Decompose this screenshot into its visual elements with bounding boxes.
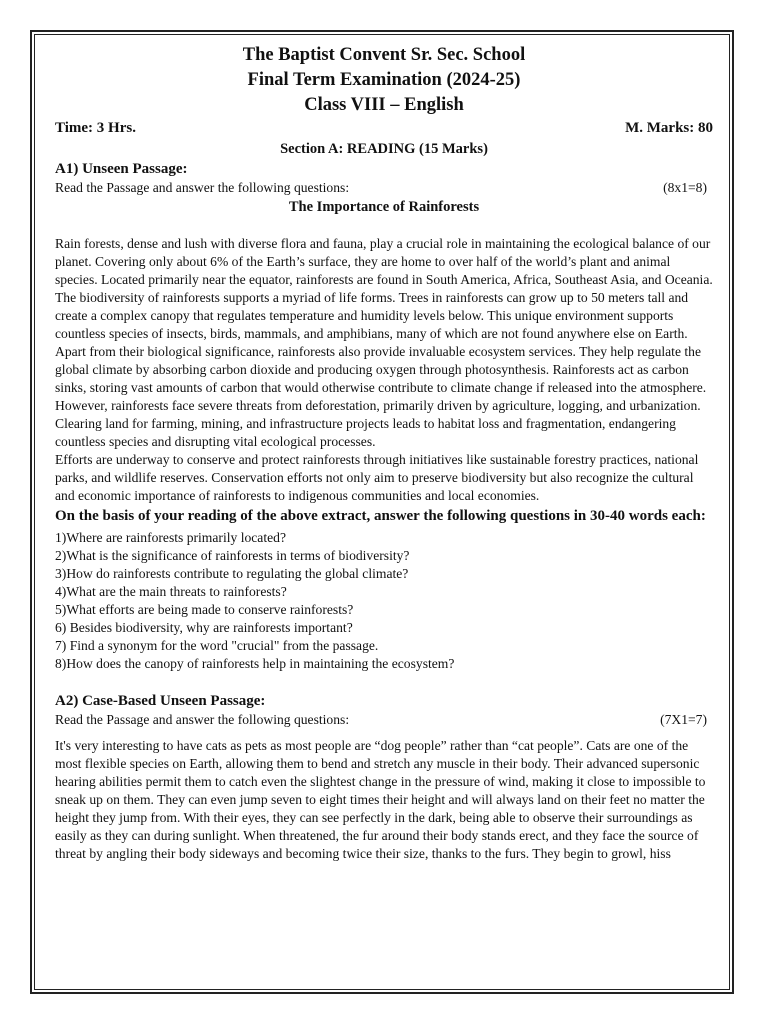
a1-instruction-row (55, 179, 713, 197)
question-item: 8)How does the canopy of rainforests help in maintaining the ecosystem? (55, 656, 455, 671)
passage-title: The Importance of Rainforests (288, 199, 480, 215)
a2-heading: A2) Case-Based Unseen Passage: (55, 693, 266, 709)
a2-passage: It's very interesting to have cats as pets as most people are “dog people” rather than “cat people”. Cats are one of the most flexible species on Earth, allowing them to bend and stretch any muscle in their body. Their advanced supersonic hearing abilities permit them to catch even the slightest change in the pressure of wind, making it close to impossible to sneak up on them. They can even jump seven to eight times their height and will always land on their feet no matter the height they jump from. With their eyes, they can see perfectly in the dark, being able to observe their surroundings as easily as they can during sunlight. When threatened, the fur around their body stands erect, and they face the source of threat by angling their body sideways and becoming twice their size, thanks to the furs. They begin to growl, hiss (55, 738, 706, 861)
school-name: The Baptist Convent Sr. Sec. School (242, 45, 526, 65)
a2-instruction-row (55, 711, 713, 729)
passage-paragraph: However, rainforests face severe threats from deforestation, primarily driven by agriculture, logging, and urbanization. Clearing land for farming, mining, and infrastructure projects leads to habitat loss and fragmentation, endangering countless species and disrupting vital ecological processes. (55, 398, 701, 449)
time-allowed: Time: 3 Hrs. (55, 120, 136, 136)
question-item: 6) Besides biodiversity, why are rainforests important? (55, 620, 353, 635)
passage-paragraph: The biodiversity of rainforests supports a myriad of life forms. Trees in rainforests can grow up to 50 meters tall and create a complex canopy that regulates temperature and humidity levels below. This unique environment supports countless species of insects, birds, mammals, and amphibians, many of which are not found anywhere else on Earth. (55, 290, 689, 341)
a1-instruction: Read the Passage and answer the following questions: (55, 180, 350, 195)
a1-marks: (8x1=8) (663, 180, 707, 195)
exam-title: Final Term Examination (2024-25) (247, 70, 521, 90)
exam-page (55, 43, 713, 863)
passage-paragraph: Rain forests, dense and lush with diverse flora and fauna, play a crucial role in maintaining the ecological balance of our planet. Covering only about 6% of the Earth’s surface, they are home to over half of the world’s plant and animal species. Located primarily near the equator, rainforests are found in South America, Africa, Southeast Asia, and Oceania. (55, 236, 713, 287)
a2-instruction: Read the Passage and answer the following questions: (55, 712, 350, 727)
question-item: 3)How do rainforests contribute to regulating the global climate? (55, 566, 409, 581)
a1-heading: A1) Unseen Passage: (55, 161, 188, 177)
a2-marks: (7X1=7) (660, 712, 707, 727)
question-item: 2)What is the significance of rainforests in terms of biodiversity? (55, 548, 410, 563)
questions-heading: On the basis of your reading of the above extract, answer the following questions in 30-40 words each: (55, 508, 706, 524)
question-item: 5)What efforts are being made to conserve rainforests? (55, 602, 354, 617)
a1-passage (55, 235, 713, 505)
section-a-title: Section A: READING (15 Marks) (280, 141, 488, 157)
question-item: 4)What are the main threats to rainforests? (55, 584, 287, 599)
question-item: 7) Find a synonym for the word "crucial" from the passage. (55, 638, 379, 653)
question-list (55, 529, 713, 673)
passage-paragraph: Apart from their biological significance, rainforests also provide invaluable ecosystem services. They help regulate the global climate by absorbing carbon dioxide and producing oxygen through photosynthesis. Rainforests act as carbon sinks, storing vast amounts of carbon that would otherwise contribute to climate change if released into the atmosphere. (55, 344, 707, 395)
question-item: 1)Where are rainforests primarily located? (55, 530, 286, 545)
max-marks: M. Marks: 80 (625, 120, 713, 136)
passage-paragraph: Efforts are underway to conserve and protect rainforests through initiatives like sustainable forestry practices, national parks, and wildlife reserves. Conservation efforts not only aim to preserve biodiversity but also recognize the cultural and economic importance of rainforests to indigenous communities and local economies. (55, 452, 699, 503)
exam-meta-row (55, 118, 713, 138)
class-subject: Class VIII – English (304, 95, 464, 115)
